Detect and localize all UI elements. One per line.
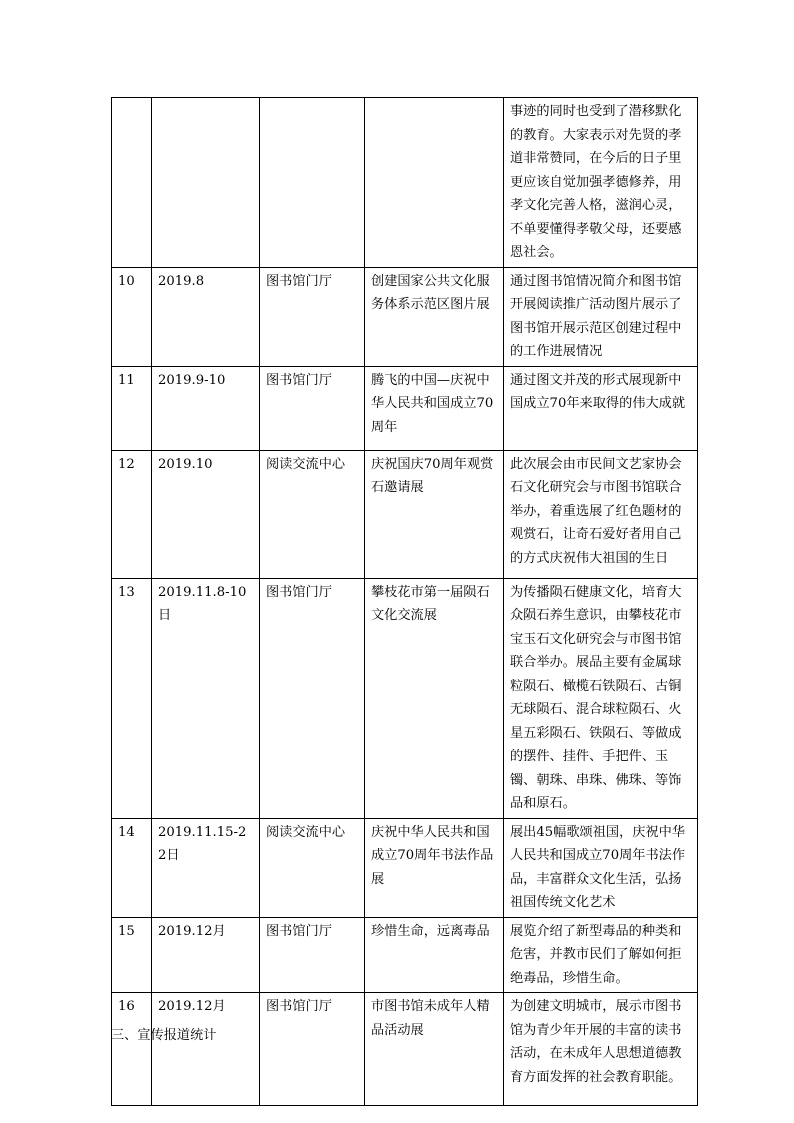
table-row [112, 578, 698, 818]
table-row [112, 366, 698, 450]
cell-number: 14 [112, 818, 152, 917]
cell-number: 12 [112, 450, 152, 578]
cell-venue: 图书馆门厅 [260, 578, 365, 818]
cell-description: 事迹的同时也受到了潜移默化的教育。大家表示对先贤的孝道非常赞同，在今后的日子里更应该自觉加强孝德修养，用孝文化完善人格，滋润心灵，不单要懂得孝敬父母，还要感恩社会。 [504, 98, 698, 268]
cell-description: 此次展会由市民间文艺家协会石文化研究会与市图书馆联合举办，着重选展了红色题材的观赏石，让奇石爱好者用自己的方式庆祝伟大祖国的生日 [504, 450, 698, 578]
exhibition-table [111, 97, 698, 1106]
cell-number: 13 [112, 578, 152, 818]
cell-venue: 图书馆门厅 [260, 267, 365, 366]
cell-description: 通过图文并茂的形式展现新中国成立70年来取得的伟大成就 [504, 366, 698, 450]
cell-number: 16 [112, 993, 152, 1106]
cell-venue: 阅读交流中心 [260, 450, 365, 578]
cell-number [112, 98, 152, 268]
cell-title: 市图书馆未成年人精品活动展 [365, 993, 504, 1106]
cell-description: 通过图书馆情况简介和图书馆开展阅读推广活动图片展示了图书馆开展示范区创建过程中的工作进展情况 [504, 267, 698, 366]
cell-date: 2019.9-10 [152, 366, 260, 450]
cell-description: 展览介绍了新型毒品的种类和危害，并教市民们了解如何拒绝毒品，珍惜生命。 [504, 917, 698, 993]
cell-number: 10 [112, 267, 152, 366]
cell-date: 2019.10 [152, 450, 260, 578]
cell-date: 2019.11.15-22日 [152, 818, 260, 917]
table-row [112, 267, 698, 366]
cell-number: 11 [112, 366, 152, 450]
cell-title: 腾飞的中国—庆祝中华人民共和国成立70周年 [365, 366, 504, 450]
cell-title: 攀枝花市第一届陨石文化交流展 [365, 578, 504, 818]
cell-title: 庆祝中华人民共和国成立70周年书法作品展 [365, 818, 504, 917]
cell-title: 创建国家公共文化服务体系示范区图片展 [365, 267, 504, 366]
cell-date: 2019.11.8-10日 [152, 578, 260, 818]
cell-title: 珍惜生命，远离毒品 [365, 917, 504, 993]
cell-venue: 图书馆门厅 [260, 366, 365, 450]
cell-title: 庆祝国庆70周年观赏石邀请展 [365, 450, 504, 578]
cell-date: 2019.8 [152, 267, 260, 366]
cell-number: 15 [112, 917, 152, 993]
section-heading: 三、宣传报道统计 [111, 1028, 217, 1043]
table-row [112, 917, 698, 993]
table-row [112, 450, 698, 578]
cell-title [365, 98, 504, 268]
cell-venue: 图书馆门厅 [260, 917, 365, 993]
cell-date: 2019.12月 [152, 993, 260, 1106]
table-row [112, 818, 698, 917]
cell-venue: 图书馆门厅 [260, 993, 365, 1106]
cell-date [152, 98, 260, 268]
table-row [112, 98, 698, 268]
cell-venue: 阅读交流中心 [260, 818, 365, 917]
cell-description: 展出45幅歌颂祖国，庆祝中华人民共和国成立70周年书法作品，丰富群众文化生活，弘扬祖国传统文化艺术 [504, 818, 698, 917]
cell-description: 为创建文明城市，展示市图书馆为青少年开展的丰富的读书活动，在未成年人思想道德教育方面发挥的社会教育职能。 [504, 993, 698, 1106]
cell-venue [260, 98, 365, 268]
cell-description: 为传播陨石健康文化，培育大众陨石养生意识，由攀枝花市宝玉石文化研究会与市图书馆联合举办。展品主要有金属球粒陨石、橄榄石铁陨石、古铜无球陨石、混合球粒陨石、火星五彩陨石、铁陨石、等做成的摆件、挂件、手把件、玉镯、朝珠、串珠、佛珠、等饰品和原石。 [504, 578, 698, 818]
cell-date: 2019.12月 [152, 917, 260, 993]
table-row [112, 993, 698, 1106]
